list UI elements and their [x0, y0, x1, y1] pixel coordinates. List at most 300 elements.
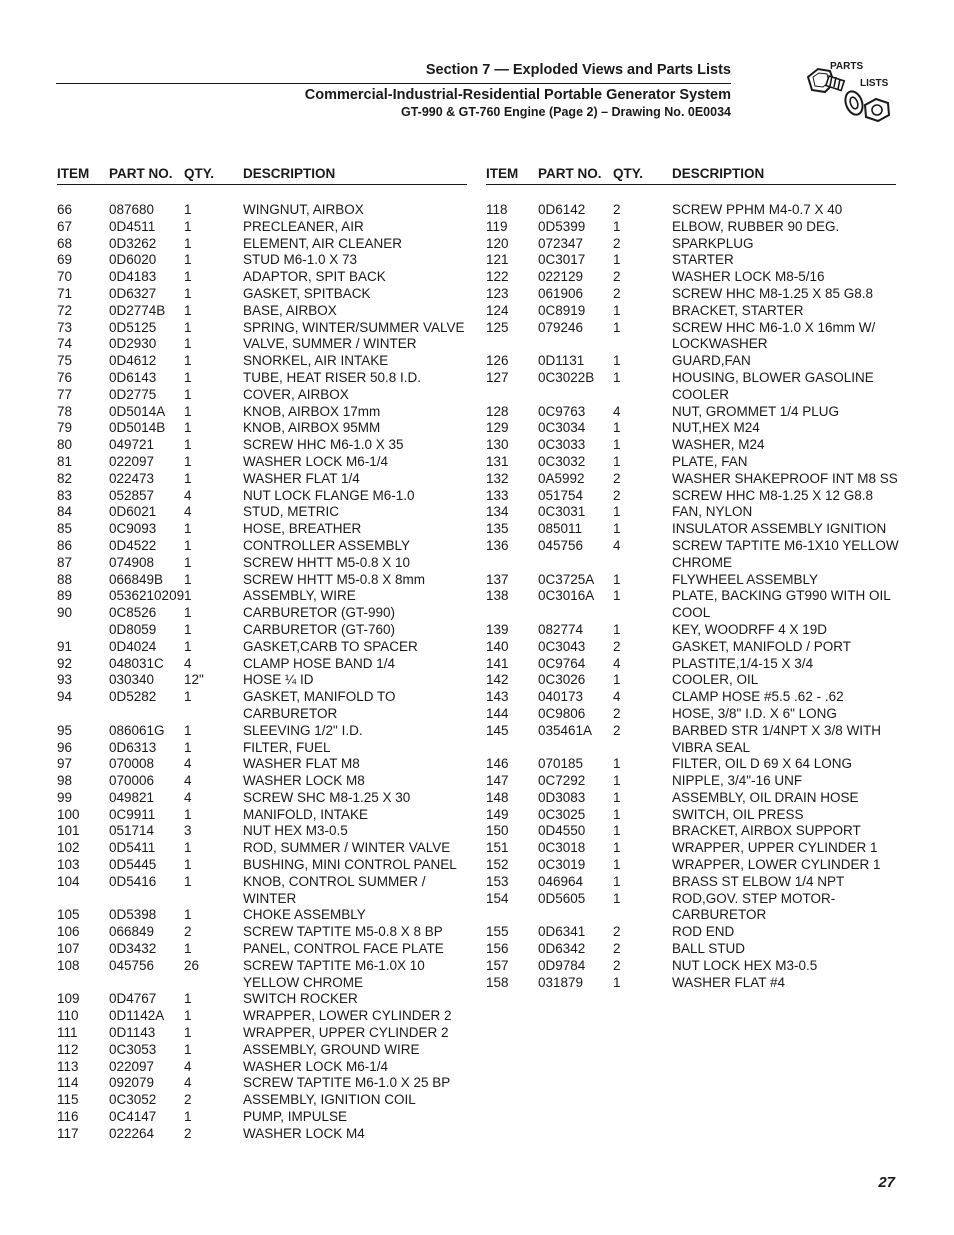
- table-row: [57, 471, 467, 488]
- item-number: 146: [486, 756, 509, 772]
- description: WASHER FLAT M8: [243, 756, 360, 772]
- description: SCREW TAPTITE M6-1X10 YELLOW CHROME: [672, 537, 899, 570]
- description: WASHER FLAT 1/4: [243, 470, 360, 486]
- table-row: [57, 370, 467, 387]
- quantity: 1: [184, 739, 192, 755]
- quantity: 1: [613, 806, 621, 822]
- table-row: [486, 807, 896, 824]
- table-row: [57, 488, 467, 505]
- description: PRECLEANER, AIR: [243, 218, 364, 234]
- quantity: 1: [184, 235, 192, 251]
- part-number: 092079: [109, 1075, 155, 1091]
- item-number: 101: [57, 823, 80, 839]
- part-number: 0C3031: [538, 504, 586, 520]
- description: FLYWHEEL ASSEMBLY: [672, 571, 819, 587]
- quantity: 1: [613, 504, 621, 520]
- part-number: 051714: [109, 823, 155, 839]
- description: KEY, WOODRFF 4 X 19D: [672, 621, 828, 637]
- page-number: 27: [878, 1174, 895, 1191]
- quantity: 4: [613, 689, 621, 705]
- quantity: 1: [613, 840, 621, 856]
- quantity: 1: [184, 857, 192, 873]
- page-header: [0, 0, 954, 140]
- quantity: 1: [184, 605, 192, 621]
- quantity: 1: [613, 672, 621, 688]
- quantity: 12": [184, 672, 204, 688]
- description: GASKET, MANIFOLD TO CARBURETOR: [243, 689, 396, 721]
- quantity: 1: [613, 756, 621, 772]
- item-number: 121: [486, 252, 509, 268]
- description: SWITCH ROCKER: [243, 991, 358, 1007]
- part-number: 0C3026: [538, 672, 586, 688]
- description: WASHER SHAKEPROOF INT M8 SS: [672, 470, 898, 486]
- table-row: [57, 1126, 467, 1143]
- item-number: 154: [486, 890, 509, 906]
- part-number: 087680: [109, 202, 155, 217]
- description: SCREW PPHM M4-0.7 X 40: [672, 202, 843, 217]
- table-row: [486, 537, 899, 572]
- table-row: [486, 572, 896, 589]
- description: ADAPTOR, SPIT BACK: [243, 269, 386, 285]
- part-number: 0D8059: [109, 621, 157, 637]
- item-number: 143: [486, 689, 509, 705]
- table-row: [486, 706, 896, 723]
- item-number: 120: [486, 235, 509, 251]
- description: SLEEVING 1/2" I.D.: [243, 722, 363, 738]
- description: WASHER LOCK M8-5/16: [672, 269, 825, 285]
- part-number: 045756: [538, 537, 584, 553]
- column-header-description: DESCRIPTION: [672, 166, 765, 181]
- description: COVER, AIRBOX: [243, 386, 349, 402]
- description: HOUSING, BLOWER GASOLINE COOLER: [672, 369, 874, 402]
- quantity: 2: [184, 1125, 192, 1141]
- quantity: 1: [184, 873, 192, 889]
- part-number: 0D3083: [538, 789, 586, 805]
- quantity: 1: [184, 621, 192, 637]
- table-row: [57, 1059, 467, 1076]
- quantity: 1: [184, 537, 192, 553]
- item-number: 115: [57, 1092, 79, 1108]
- item-number: 123: [486, 285, 509, 301]
- part-number: 070185: [538, 756, 584, 772]
- quantity: 1: [184, 554, 192, 570]
- description: STARTER: [672, 252, 734, 268]
- item-number: 84: [57, 504, 73, 520]
- description: ASSEMBLY, OIL DRAIN HOSE: [672, 789, 859, 805]
- item-number: 87: [57, 554, 73, 570]
- item-number: 73: [57, 319, 73, 335]
- part-number: 0D6020: [109, 252, 157, 268]
- part-number: 0C9764: [538, 655, 586, 671]
- table-row: [57, 504, 467, 521]
- description: KNOB, AIRBOX 17mm: [243, 403, 381, 419]
- description: WRAPPER, LOWER CYLINDER 1: [672, 857, 881, 873]
- quantity: 1: [184, 353, 192, 369]
- part-number: 0D4183: [109, 269, 157, 285]
- part-number: 040173: [538, 689, 584, 705]
- item-number: 125: [486, 319, 509, 335]
- quantity: 1: [613, 873, 621, 889]
- description: ELEMENT, AIR CLEANER: [243, 235, 403, 251]
- item-number: 152: [486, 857, 509, 873]
- item-number: 132: [486, 470, 509, 486]
- table-row: [57, 1075, 467, 1092]
- column-header-item: ITEM: [486, 166, 519, 181]
- quantity: 1: [184, 453, 192, 469]
- part-number: 022097: [109, 1058, 155, 1074]
- table-row: [57, 639, 467, 656]
- item-number: 126: [486, 353, 509, 369]
- part-number: 0D2930: [109, 336, 157, 352]
- part-number: 066849B: [109, 571, 164, 587]
- item-number: 94: [57, 689, 73, 705]
- table-row: [57, 840, 467, 857]
- quantity: 1: [613, 453, 621, 469]
- section-heading: Section 7 — Exploded Views and Parts Lists: [425, 62, 731, 78]
- description: GASKET,CARB TO SPACER: [243, 638, 418, 654]
- table-row: [486, 622, 896, 639]
- description: HOSE, BREATHER: [243, 521, 362, 537]
- item-number: 136: [486, 537, 509, 553]
- quantity: 4: [184, 1058, 192, 1074]
- item-number: 93: [57, 672, 73, 688]
- item-number: 117: [57, 1125, 79, 1141]
- description: SCREW HHC M8-1.25 X 12 G8.8: [672, 487, 874, 503]
- item-number: 110: [57, 1008, 79, 1024]
- item-number: 104: [57, 873, 80, 889]
- item-number: 97: [57, 756, 73, 772]
- table-row: [486, 672, 896, 689]
- part-number: 0D9784: [538, 957, 586, 973]
- quantity: 4: [613, 537, 621, 553]
- quantity: 1: [613, 218, 621, 234]
- part-number: 0D2774B: [109, 302, 166, 318]
- item-number: 81: [57, 453, 73, 469]
- item-number: 145: [486, 722, 509, 738]
- item-number: 102: [57, 840, 80, 856]
- quantity: 4: [184, 789, 192, 805]
- part-number: 0A5992: [538, 470, 585, 486]
- description: VALVE, SUMMER / WINTER: [243, 336, 417, 352]
- item-number: 66: [57, 202, 73, 217]
- description: BUSHING, MINI CONTROL PANEL: [243, 857, 457, 873]
- description: NUT HEX M3-0.5: [243, 823, 348, 839]
- part-number: 0D4511: [109, 218, 156, 234]
- table-row: [57, 773, 467, 790]
- description: KNOB, CONTROL SUMMER / WINTER: [243, 873, 426, 906]
- item-number: 122: [486, 269, 509, 285]
- part-number: 0C3033: [538, 437, 586, 453]
- description: PUMP, IMPULSE: [243, 1109, 348, 1125]
- part-number: 070008: [109, 756, 155, 772]
- table-row: [57, 303, 467, 320]
- part-number: 0D6143: [109, 369, 157, 385]
- table-row: [57, 404, 467, 421]
- table-row: [486, 320, 896, 354]
- quantity: 2: [613, 487, 621, 503]
- description: BRASS ST ELBOW 1/4 NPT: [672, 873, 845, 889]
- table-row: [486, 689, 896, 706]
- quantity: 1: [184, 638, 192, 654]
- description: STUD M6-1.0 X 73: [243, 252, 358, 268]
- quantity: 1: [184, 907, 192, 923]
- part-number: 0536210209: [109, 588, 185, 604]
- part-number: 0D5445: [109, 857, 157, 873]
- part-number: 061906: [538, 285, 584, 301]
- item-number: 114: [57, 1075, 79, 1091]
- table-row: [57, 437, 467, 454]
- table-row: [57, 1109, 467, 1126]
- part-number: 049821: [109, 789, 155, 805]
- part-number: 0D6327: [109, 285, 157, 301]
- item-number: 92: [57, 655, 73, 671]
- table-row: [486, 723, 896, 757]
- quantity: 1: [613, 353, 621, 369]
- table-row: [57, 756, 467, 773]
- part-number: 052857: [109, 487, 155, 503]
- table-row: [486, 437, 896, 454]
- description: WRAPPER, UPPER CYLINDER 2: [243, 1025, 449, 1041]
- quantity: 1: [184, 689, 192, 705]
- table-row: [57, 622, 467, 639]
- part-number: 035461A: [538, 722, 593, 738]
- quantity: 2: [613, 957, 621, 973]
- description: GASKET, MANIFOLD / PORT: [672, 638, 852, 654]
- column-header-qty: QTY.: [613, 166, 644, 181]
- item-number: 95: [57, 722, 73, 738]
- description: ROD END: [672, 924, 735, 940]
- item-number: 79: [57, 420, 73, 436]
- quantity: 1: [184, 218, 192, 234]
- quantity: 1: [184, 470, 192, 486]
- part-number: 066849: [109, 924, 155, 940]
- item-number: 90: [57, 605, 73, 621]
- part-number: 0C3052: [109, 1092, 157, 1108]
- part-number: 045756: [109, 957, 155, 973]
- table-row: [57, 672, 467, 689]
- item-number: 155: [486, 924, 509, 940]
- description: PLATE, FAN: [672, 453, 748, 469]
- table-row: [486, 303, 896, 320]
- part-number: 0D3432: [109, 941, 157, 957]
- part-number: 0C8919: [538, 302, 586, 318]
- part-number: 0D5014A: [109, 403, 166, 419]
- part-number: 074908: [109, 554, 155, 570]
- description: WINGNUT, AIRBOX: [243, 202, 364, 217]
- description: COOLER, OIL: [672, 672, 759, 688]
- table-row: [57, 286, 467, 303]
- description: WASHER LOCK M4: [243, 1125, 365, 1141]
- parts-table-right: [486, 165, 899, 991]
- description: MANIFOLD, INTAKE: [243, 806, 369, 822]
- table-header: [486, 165, 896, 185]
- document-title: Commercial-Industrial-Residential Portable Generator System: [304, 87, 731, 103]
- part-number: 079246: [538, 319, 584, 335]
- description: NUT LOCK HEX M3-0.5: [672, 957, 818, 973]
- quantity: 1: [184, 588, 192, 604]
- quantity: 4: [613, 655, 621, 671]
- part-number: 0C4147: [109, 1109, 157, 1125]
- part-number: 0D5399: [538, 218, 586, 234]
- table-row: [486, 857, 896, 874]
- table-row: [57, 420, 467, 437]
- part-number: 0C3017: [538, 252, 586, 268]
- item-number: 107: [57, 941, 80, 957]
- table-row: [486, 219, 896, 236]
- quantity: 1: [184, 285, 192, 301]
- description: SCREW HHC M8-1.25 X 85 G8.8: [672, 285, 874, 301]
- item-number: 113: [57, 1058, 79, 1074]
- quantity: 1: [613, 252, 621, 268]
- part-number: 070006: [109, 773, 155, 789]
- description: PLASTITE,1/4-15 X 3/4: [672, 655, 814, 671]
- table-row: [57, 991, 467, 1008]
- table-row: [57, 723, 467, 740]
- table-body: [486, 185, 899, 991]
- part-number: 022129: [538, 269, 584, 285]
- description: WASHER, M24: [672, 437, 765, 453]
- item-number: 91: [57, 638, 73, 654]
- description: SCREW SHC M8-1.25 X 30: [243, 789, 411, 805]
- quantity: 1: [184, 336, 192, 352]
- description: NUT, GROMMET 1/4 PLUG: [672, 403, 840, 419]
- quantity: 1: [184, 386, 192, 402]
- table-row: [57, 555, 467, 572]
- description: GASKET, SPITBACK: [243, 285, 371, 301]
- part-number: 0D5416: [109, 873, 157, 889]
- description: HOSE ¼ ID: [243, 672, 314, 688]
- description: SCREW HHC M6-1.0 X 16mm W/ LOCKWASHER: [672, 319, 876, 352]
- quantity: 1: [613, 319, 621, 335]
- table-row: [486, 236, 896, 253]
- table-row: [486, 353, 896, 370]
- description: CLAMP HOSE BAND 1/4: [243, 655, 396, 671]
- part-number: 085011: [538, 521, 583, 537]
- part-number: 0C3053: [109, 1041, 157, 1057]
- description: WASHER LOCK M6-1/4: [243, 1058, 389, 1074]
- part-number: 0C3019: [538, 857, 586, 873]
- quantity: 1: [613, 588, 621, 604]
- item-number: 89: [57, 588, 73, 604]
- table-row: [486, 202, 896, 219]
- table-row: [57, 588, 467, 605]
- description: FAN, NYLON: [672, 504, 753, 520]
- table-row: [57, 1042, 467, 1059]
- table-row: [486, 874, 896, 891]
- logo-parts-text: PARTS: [830, 61, 864, 72]
- description: NIPPLE, 3/4"-16 UNF: [672, 773, 803, 789]
- description: BALL STUD: [672, 941, 746, 957]
- description: NUT LOCK FLANGE M6-1.0: [243, 487, 415, 503]
- quantity: 1: [613, 302, 621, 318]
- quantity: 2: [184, 1092, 192, 1108]
- quantity: 2: [613, 638, 621, 654]
- quantity: 4: [184, 756, 192, 772]
- part-number: 046964: [538, 873, 584, 889]
- item-number: 130: [486, 437, 509, 453]
- description: CLAMP HOSE #5.5 .62 - .62: [672, 689, 844, 705]
- part-number: 022264: [109, 1125, 155, 1141]
- description: ASSEMBLY, GROUND WIRE: [243, 1041, 420, 1057]
- item-number: 142: [486, 672, 509, 688]
- table-row: [486, 975, 896, 992]
- quantity: 1: [184, 806, 192, 822]
- table-row: [57, 907, 467, 924]
- table-row: [57, 790, 467, 807]
- table-row: [57, 538, 467, 555]
- table-row: [486, 404, 896, 421]
- part-number: 0D5605: [538, 890, 586, 906]
- item-number: 75: [57, 353, 73, 369]
- item-number: 76: [57, 369, 73, 385]
- table-row: [486, 840, 896, 857]
- quantity: 1: [184, 722, 192, 738]
- item-number: 139: [486, 621, 509, 637]
- part-number: 0D1131: [538, 353, 585, 369]
- item-number: 141: [486, 655, 509, 671]
- quantity: 1: [184, 269, 192, 285]
- item-number: 105: [57, 907, 80, 923]
- part-number: 022097: [109, 453, 155, 469]
- description: SCREW HHTT M5-0.8 X 8mm: [243, 571, 426, 587]
- description: SNORKEL, AIR INTAKE: [243, 353, 389, 369]
- quantity: 1: [184, 1109, 192, 1125]
- table-row: [57, 941, 467, 958]
- description: BRACKET, STARTER: [672, 302, 804, 318]
- table-row: [57, 320, 467, 337]
- item-number: 100: [57, 806, 80, 822]
- quantity: 1: [184, 1041, 192, 1057]
- item-number: 135: [486, 521, 509, 537]
- item-number: 68: [57, 235, 73, 251]
- part-number: 0D6313: [109, 739, 157, 755]
- quantity: 1: [613, 857, 621, 873]
- description: ROD, SUMMER / WINTER VALVE: [243, 840, 451, 856]
- part-number: 0D5014B: [109, 420, 166, 436]
- item-number: 70: [57, 269, 73, 285]
- part-number: 0C9806: [538, 705, 586, 721]
- quantity: 1: [184, 840, 192, 856]
- quantity: 1: [613, 621, 621, 637]
- table-row: [486, 504, 896, 521]
- part-number: 0D5398: [109, 907, 157, 923]
- quantity: 1: [184, 403, 192, 419]
- description: BARBED STR 1/4NPT X 3/8 WITH VIBRA SEAL: [672, 722, 882, 755]
- item-number: 80: [57, 437, 73, 453]
- quantity: 1: [613, 571, 621, 587]
- quantity: 4: [613, 403, 621, 419]
- part-number: 0C3034: [538, 420, 586, 436]
- part-number: 051754: [538, 487, 584, 503]
- quantity: 1: [613, 437, 621, 453]
- part-number: 0C3043: [538, 638, 586, 654]
- quantity: 1: [184, 202, 192, 217]
- quantity: 1: [613, 974, 621, 990]
- description: FILTER, FUEL: [243, 739, 331, 755]
- table-row: [57, 353, 467, 370]
- part-number: 030340: [109, 672, 155, 688]
- parts-table-left: [57, 165, 467, 1143]
- item-number: 99: [57, 789, 73, 805]
- item-number: 78: [57, 403, 73, 419]
- item-number: 147: [486, 773, 509, 789]
- part-number: 0D6142: [538, 202, 586, 217]
- table-row: [57, 656, 467, 673]
- description: NUT,HEX M24: [672, 420, 760, 436]
- item-number: 151: [486, 840, 509, 856]
- table-row: [57, 236, 467, 253]
- part-number: 0C9911: [109, 806, 156, 822]
